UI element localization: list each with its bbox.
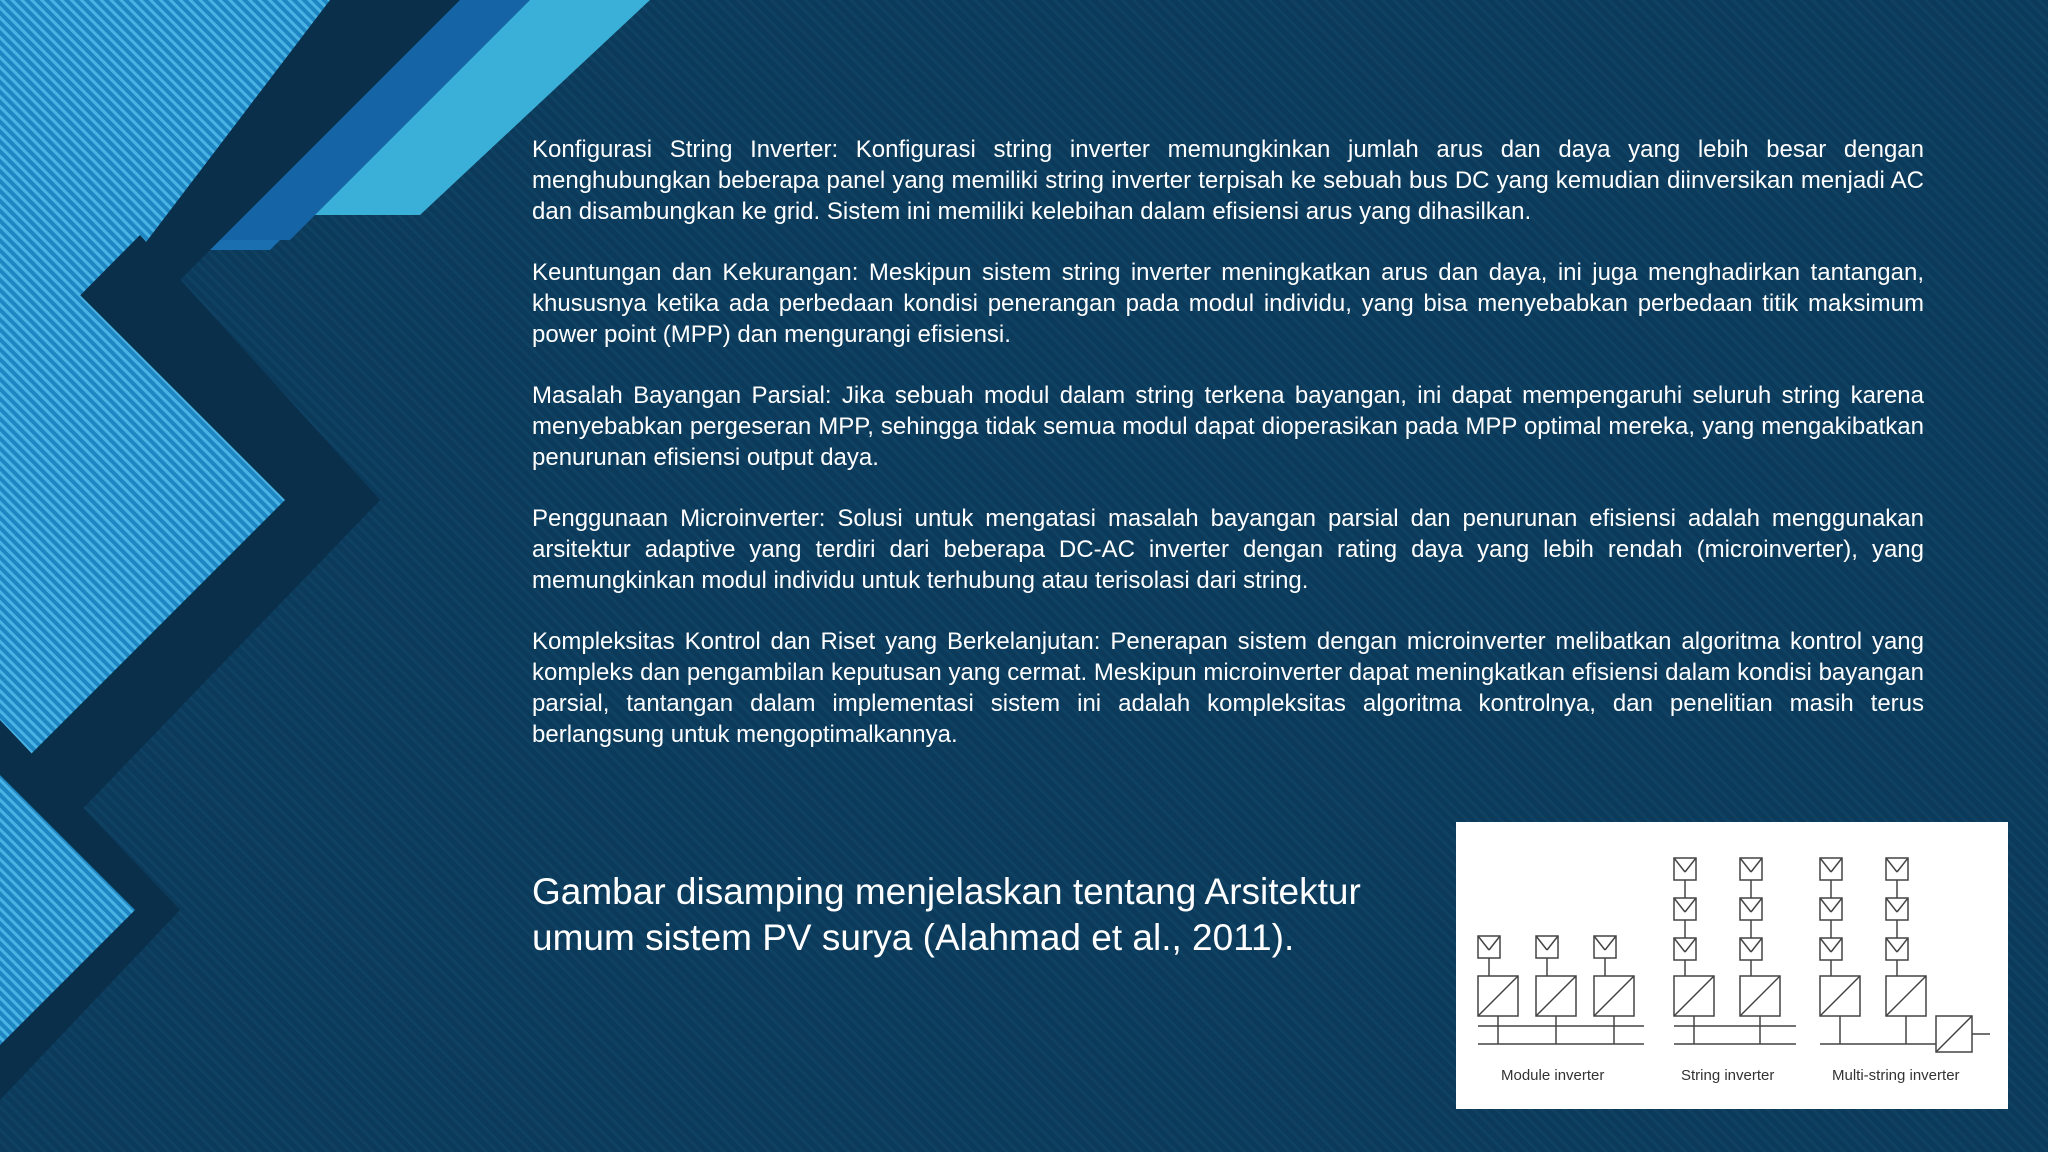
- paragraph-pros-cons: Keuntungan dan Kekurangan: Meskipun sistem string inverter meningkatkan arus dan daya, ini juga menghadirkan tantangan, khususnya ketika ada perbedaan kondisi penerangan pada modul individu, yang bisa menyebabkan perbedaan titik maksimum power point (MPP) dan mengurangi efisiensi.: [532, 259, 1924, 348]
- pv-architecture-figure: [1456, 822, 2008, 1109]
- label-string-inverter: String inverter: [1681, 1067, 1775, 1084]
- text-content: [532, 134, 1924, 780]
- label-multi-string-inverter: Multi-string inverter: [1832, 1067, 1960, 1084]
- pv-architecture-diagram: [1456, 822, 2008, 1109]
- label-module-inverter: Module inverter: [1501, 1067, 1605, 1084]
- paragraph-partial-shading: Masalah Bayangan Parsial: Jika sebuah modul dalam string terkena bayangan, ini dapat mempengaruhi seluruh string karena menyebabkan pergeseran MPP, sehingga tidak semua modul dapat dioperasikan pada MPP optimal mereka, yang mengakibatkan penurunan efisiensi output daya.: [532, 382, 1924, 471]
- figure-caption: Gambar disamping menjelaskan tentang Arsitektur umum sistem PV surya (Alahmad et al., 2011).: [532, 871, 1361, 958]
- paragraph-string-inverter: Konfigurasi String Inverter: Konfigurasi string inverter memungkinkan jumlah arus dan daya yang lebih besar dengan menghubungkan beberapa panel yang memiliki string inverter terpisah ke sebuah bus DC yang kemudian diinversikan menjadi AC dan disambungkan ke grid. Sistem ini memiliki kelebihan dalam efisiensi arus yang dihasilkan.: [532, 136, 1924, 225]
- paragraph-microinverter: Penggunaan Microinverter: Solusi untuk mengatasi masalah bayangan parsial dan penurunan efisiensi adalah menggunakan arsitektur adaptive yang terdiri dari beberapa DC-AC inverter dengan rating daya yang lebih rendah (microinverter), yang memungkinkan modul individu untuk terhubung atau terisolasi dari string.: [532, 505, 1924, 594]
- paragraph-control-complexity: Kompleksitas Kontrol dan Riset yang Berkelanjutan: Penerapan sistem dengan microinverter melibatkan algoritma kontrol yang kompleks dan pengambilan keputusan yang cermat. Meskipun microinverter dapat meningkatkan efisiensi dalam kondisi bayangan parsial, tantangan dalam implementasi sistem ini adalah kompleksitas algoritma kontrolnya, dan penelitian masih terus berlangsung untuk mengoptimalkannya.: [532, 628, 1924, 748]
